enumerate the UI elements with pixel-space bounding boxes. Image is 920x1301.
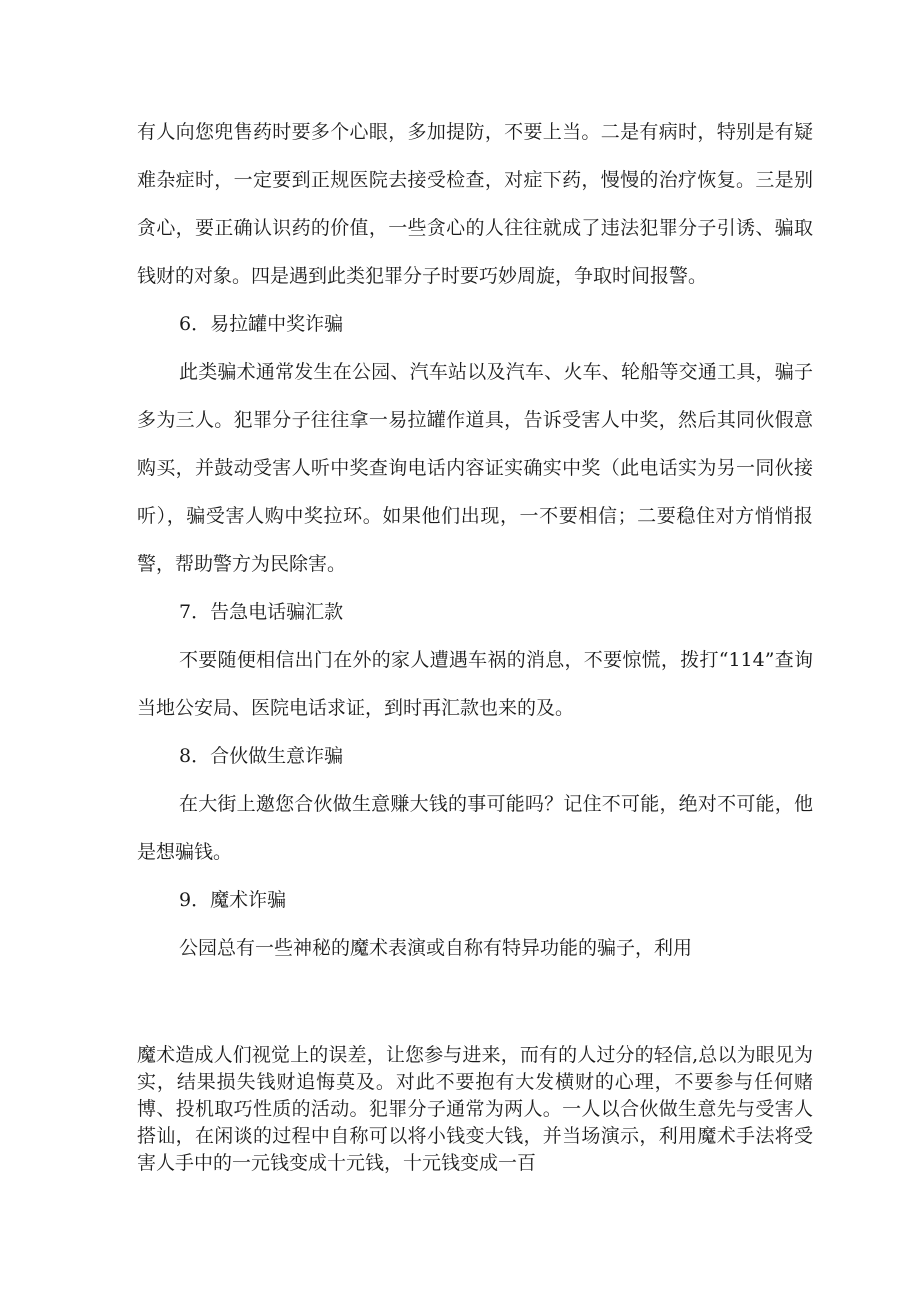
content-lower [137, 1042, 813, 1177]
section-8-heading: 8．合伙做生意诈骗 [179, 745, 344, 767]
content-upper [137, 108, 813, 972]
section-9-heading: 9．魔术诈骗 [179, 889, 287, 911]
section-8-paragraph: 在大街上邀您合伙做生意赚大钱的事可能吗？记住不可能，绝对不可能，他是想骗钱。 [137, 793, 813, 863]
section-7-paragraph: 不要随便相信出门在外的家人遭遇车祸的消息，不要惊慌，拨打“114”查询当地公安局、医院电话求证，到时再汇款也来的及。 [137, 649, 813, 719]
continued-paragraph: 有人向您兜售药时要多个心眼，多加提防，不要上当。二是有病时，特别是有疑难杂症时，一定要到正规医院去接受检查，对症下药，慢慢的治疗恢复。三是别贪心，要正确认识药的价值，一些贪心的人往往就成了违法犯罪分子引诱、骗取钱财的对象。四是遇到此类犯罪分子时要巧妙周旋，争取时间报警。 [137, 121, 813, 287]
section-7-heading: 7．告急电话骗汇款 [179, 601, 344, 623]
section-9-paragraph-first-line: 公园总有一些神秘的魔术表演或自称有特异功能的骗子，利用 [179, 937, 693, 959]
section-9-paragraph-continued: 魔术造成人们视觉上的误差，让您参与进来，而有的人过分的轻信,总以为眼见为实，结果损失钱财追悔莫及。对此不要抱有大发横财的心理，不要参与任何赌博、投机取巧性质的活动。犯罪分子通常为两人。一人以合伙做生意先与受害人搭讪，在闲谈的过程中自称可以将小钱变大钱，并当场演示，利用魔术手法将受害人手中的一元钱变成十元钱，十元钱变成一百 [137, 1044, 813, 1174]
section-6-heading: 6．易拉罐中奖诈骗 [179, 313, 344, 335]
section-6-paragraph: 此类骗术通常发生在公园、汽车站以及汽车、火车、轮船等交通工具，骗子多为三人。犯罪分子往往拿一易拉罐作道具，告诉受害人中奖，然后其同伙假意购买，并鼓动受害人听中奖查询电话内容证实确实中奖（此电话实为另一同伙接听），骗受害人购中奖拉环。如果他们出现，一不要相信；二要稳住对方悄悄报警，帮助警方为民除害。 [137, 361, 813, 575]
